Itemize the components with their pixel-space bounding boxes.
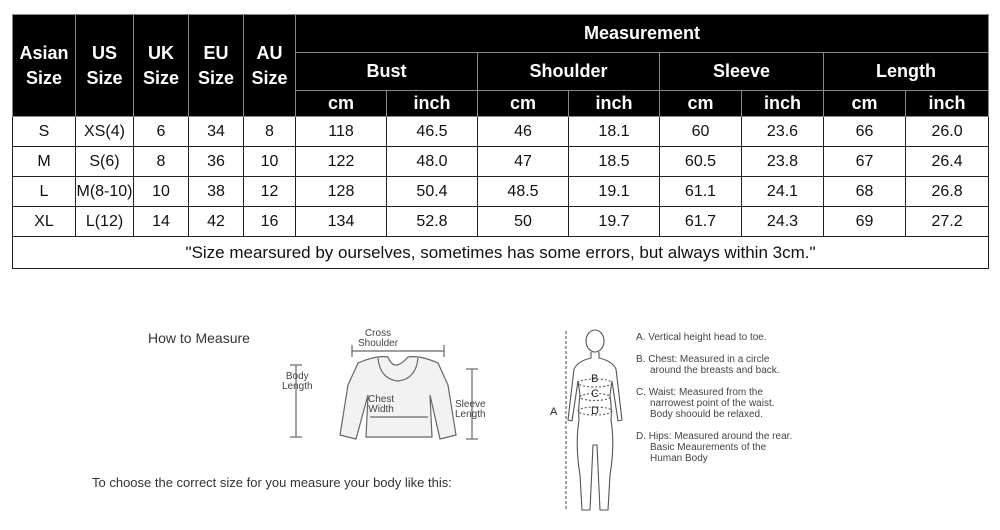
- header-length: Length: [824, 53, 989, 91]
- table-cell: 61.1: [660, 177, 742, 207]
- table-cell: 26.8: [906, 177, 989, 207]
- table-cell: M(8-10): [76, 177, 134, 207]
- note-waist: C. Waist: Measured from the narrowest point of the waist. Body shoould be relaxed.: [636, 387, 775, 420]
- header-au-size: AU Size: [244, 15, 296, 117]
- table-cell: 118: [296, 117, 387, 147]
- chest-width-label: Chest Width: [368, 394, 395, 415]
- table-row: [13, 177, 989, 207]
- table-cell: 67: [824, 147, 906, 177]
- table-cell: 12: [244, 177, 296, 207]
- table-cell: 23.6: [742, 117, 824, 147]
- table-cell: 10: [244, 147, 296, 177]
- note-chest: B. Chest: Measured in a circle around the breasts and back.: [636, 354, 780, 376]
- size-chart-table: [12, 14, 989, 269]
- header-uk-size: UK Size: [134, 15, 189, 117]
- marker-c: C: [591, 388, 599, 400]
- table-cell: 48.5: [478, 177, 569, 207]
- header-asian-size: Asian Size: [13, 15, 76, 117]
- table-row: [13, 207, 989, 237]
- unit-inch: inch: [387, 91, 478, 117]
- unit-inch: inch: [906, 91, 989, 117]
- unit-inch: inch: [569, 91, 660, 117]
- table-cell: 8: [244, 117, 296, 147]
- size-note: "Size mearsured by ourselves, sometimes has some errors, but always within 3cm.": [13, 237, 989, 269]
- table-cell: 60: [660, 117, 742, 147]
- table-cell: 46: [478, 117, 569, 147]
- table-cell: 34: [189, 117, 244, 147]
- body-figure-illustration: [548, 325, 636, 525]
- header-bust: Bust: [296, 53, 478, 91]
- table-cell: L: [13, 177, 76, 207]
- table-cell: 10: [134, 177, 189, 207]
- table-cell: S(6): [76, 147, 134, 177]
- marker-d: D: [591, 405, 599, 417]
- how-to-measure-title: How to Measure: [148, 330, 250, 346]
- table-cell: 50.4: [387, 177, 478, 207]
- unit-cm: cm: [824, 91, 906, 117]
- table-cell: 8: [134, 147, 189, 177]
- table-cell: 48.0: [387, 147, 478, 177]
- table-cell: 69: [824, 207, 906, 237]
- table-cell: 24.3: [742, 207, 824, 237]
- table-cell: 18.5: [569, 147, 660, 177]
- table-cell: 26.4: [906, 147, 989, 177]
- header-us-size: US Size: [76, 15, 134, 117]
- header-measurement: Measurement: [296, 15, 989, 53]
- table-cell: 68: [824, 177, 906, 207]
- cross-shoulder-label: Cross Shoulder: [358, 328, 399, 349]
- choose-size-instruction: To choose the correct size for you measure your body like this:: [92, 475, 452, 490]
- table-cell: 19.7: [569, 207, 660, 237]
- table-row: [13, 117, 989, 147]
- table-cell: 46.5: [387, 117, 478, 147]
- table-cell: 23.8: [742, 147, 824, 177]
- table-cell: 50: [478, 207, 569, 237]
- marker-b: B: [591, 373, 599, 385]
- table-row: [13, 147, 989, 177]
- table-cell: 42: [189, 207, 244, 237]
- header-eu-size: EU Size: [189, 15, 244, 117]
- table-cell: 16: [244, 207, 296, 237]
- body-measure-notes: [636, 332, 796, 475]
- unit-cm: cm: [478, 91, 569, 117]
- table-cell: 26.0: [906, 117, 989, 147]
- table-cell: 60.5: [660, 147, 742, 177]
- table-cell: XL: [13, 207, 76, 237]
- table-cell: 38: [189, 177, 244, 207]
- table-cell: 27.2: [906, 207, 989, 237]
- table-cell: M: [13, 147, 76, 177]
- table-cell: 19.1: [569, 177, 660, 207]
- note-hips: D. Hips: Measured around the rear. Basic Meaurements of the Human Body: [636, 431, 793, 464]
- unit-cm: cm: [660, 91, 742, 117]
- sleeve-length-label: Sleeve Length: [455, 399, 486, 420]
- table-cell: L(12): [76, 207, 134, 237]
- table-cell: 14: [134, 207, 189, 237]
- unit-inch: inch: [742, 91, 824, 117]
- header-shoulder: Shoulder: [478, 53, 660, 91]
- body-length-label: Body Length: [282, 371, 313, 392]
- table-cell: 6: [134, 117, 189, 147]
- table-cell: 52.8: [387, 207, 478, 237]
- table-cell: 36: [189, 147, 244, 177]
- header-sleeve: Sleeve: [660, 53, 824, 91]
- table-cell: XS(4): [76, 117, 134, 147]
- table-cell: 134: [296, 207, 387, 237]
- note-height: A. Vertical height head to toe.: [636, 332, 767, 343]
- table-cell: S: [13, 117, 76, 147]
- table-cell: 47: [478, 147, 569, 177]
- table-cell: 66: [824, 117, 906, 147]
- table-cell: 24.1: [742, 177, 824, 207]
- table-cell: 122: [296, 147, 387, 177]
- table-cell: 128: [296, 177, 387, 207]
- marker-a: A: [550, 406, 558, 418]
- table-cell: 61.7: [660, 207, 742, 237]
- unit-cm: cm: [296, 91, 387, 117]
- table-body: [13, 117, 989, 269]
- table-cell: 18.1: [569, 117, 660, 147]
